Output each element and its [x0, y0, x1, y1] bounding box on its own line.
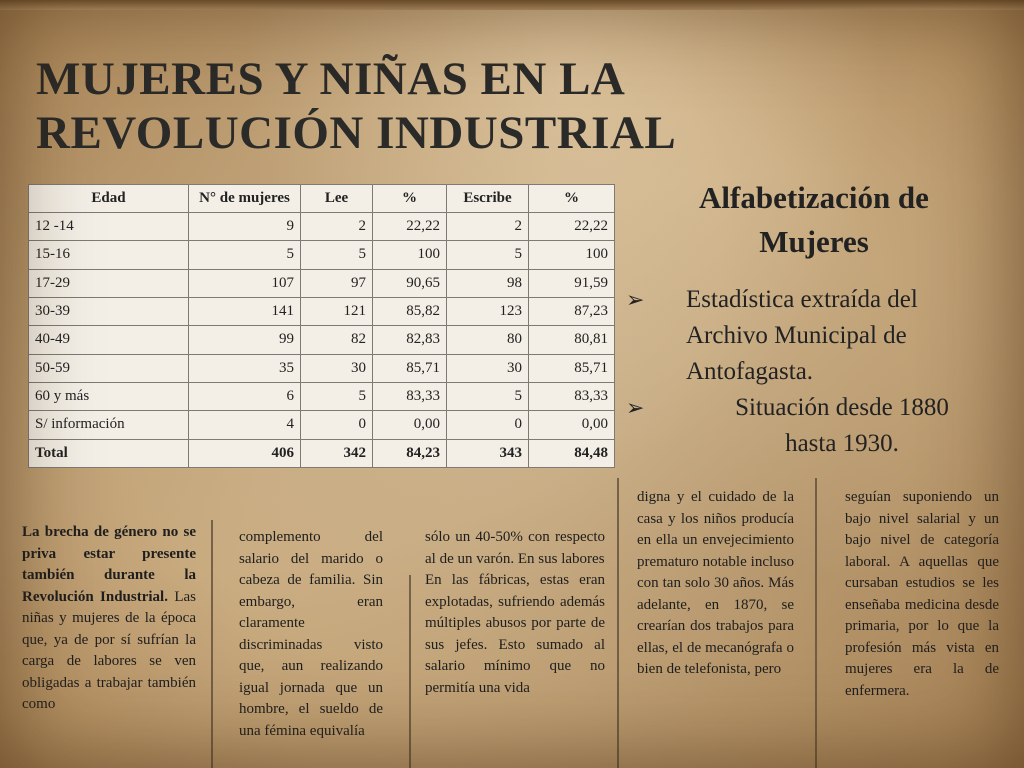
subtitle-line-1: Alfabetización de [699, 180, 929, 215]
arrow-bullet-icon: ➢ [626, 395, 645, 420]
age-cell: 15-16 [29, 241, 189, 269]
value-cell: 22,22 [373, 213, 447, 241]
value-cell: 87,23 [529, 297, 615, 325]
age-cell: Total [29, 439, 189, 467]
value-cell: 123 [447, 297, 529, 325]
value-cell: 83,33 [373, 382, 447, 410]
header-cell: % [529, 185, 615, 213]
value-cell: 406 [189, 439, 301, 467]
age-cell: 40-49 [29, 326, 189, 354]
table-row [29, 382, 615, 410]
value-cell: 85,71 [373, 354, 447, 382]
column-4-text: digna y el cuidado de la casa y los niños producía en ella un envejecimiento prematuro notable incluso con tan solo 30 años. Más adelante, en 1870, se crearían dos trabajos para ellas, el de mecanógrafa o bien de telefonista, pero [637, 489, 794, 677]
table-total-row [29, 439, 615, 467]
table-row [29, 297, 615, 325]
value-cell: 90,65 [373, 269, 447, 297]
value-cell: 5 [301, 241, 373, 269]
value-cell: 97 [301, 269, 373, 297]
value-cell: 30 [301, 354, 373, 382]
text-column-5 [845, 487, 999, 702]
value-cell: 0,00 [529, 411, 615, 439]
bullet-text-line-2: hasta 1930. [785, 430, 899, 457]
value-cell: 107 [189, 269, 301, 297]
age-cell: 30-39 [29, 297, 189, 325]
table-row [29, 269, 615, 297]
value-cell: 91,59 [529, 269, 615, 297]
value-cell: 82,83 [373, 326, 447, 354]
column-3-text-2: En las fábricas, estas eran explotadas, sufriendo además múltiples abusos por parte de sus jefes. Esto sumado al salario mínimo que no permitía una vida [425, 572, 605, 696]
value-cell: 0,00 [373, 411, 447, 439]
value-cell: 85,82 [373, 297, 447, 325]
value-cell: 99 [189, 326, 301, 354]
section-subtitle [630, 176, 998, 264]
text-column-2 [239, 527, 383, 742]
bullet-item [626, 390, 998, 462]
table-row [29, 241, 615, 269]
column-divider [617, 478, 619, 768]
paper-top-edge [0, 0, 1024, 10]
age-cell: 50-59 [29, 354, 189, 382]
value-cell: 4 [189, 411, 301, 439]
column-2-text: complemento del salario del marido o cabeza de familia. Sin embargo, eran claramente discriminadas visto que, aun realizando igual jornada que un hombre, el sueldo de una fémina equivalía [239, 529, 383, 739]
title-line-1: MUJERES Y NIÑAS EN LA [36, 53, 626, 105]
value-cell: 0 [301, 411, 373, 439]
value-cell: 80 [447, 326, 529, 354]
title-line-2: REVOLUCIÓN INDUSTRIAL [36, 107, 677, 159]
text-column-3 [425, 527, 605, 699]
value-cell: 2 [447, 213, 529, 241]
value-cell: 342 [301, 439, 373, 467]
text-column-1 [22, 522, 196, 716]
value-cell: 22,22 [529, 213, 615, 241]
value-cell: 84,23 [373, 439, 447, 467]
age-cell: S/ información [29, 411, 189, 439]
column-divider [815, 478, 817, 768]
value-cell: 85,71 [529, 354, 615, 382]
age-cell: 60 y más [29, 382, 189, 410]
bullet-item [626, 282, 998, 390]
value-cell: 141 [189, 297, 301, 325]
age-cell: 17-29 [29, 269, 189, 297]
value-cell: 0 [447, 411, 529, 439]
value-cell: 2 [301, 213, 373, 241]
table-row [29, 354, 615, 382]
column-1-text: Las niñas y mujeres de la época que, ya de por sí sufrían la carga de labores se ven obligadas a trabajar también como [22, 588, 196, 712]
header-cell: Escribe [447, 185, 529, 213]
value-cell: 98 [447, 269, 529, 297]
bullet-text: Estadística extraída del Archivo Municipal de Antofagasta. [686, 286, 918, 385]
value-cell: 100 [529, 241, 615, 269]
value-cell: 5 [447, 241, 529, 269]
age-cell: 12 -14 [29, 213, 189, 241]
column-1-lead: La brecha de género no se priva estar presente también durante la Revolución Industrial. [22, 524, 196, 605]
value-cell: 84,48 [529, 439, 615, 467]
header-cell: % [373, 185, 447, 213]
table-row [29, 326, 615, 354]
header-cell: Edad [29, 185, 189, 213]
value-cell: 121 [301, 297, 373, 325]
subtitle-line-2: Mujeres [759, 224, 869, 259]
bullet-list [626, 282, 998, 462]
page-title [36, 52, 796, 160]
value-cell: 9 [189, 213, 301, 241]
value-cell: 35 [189, 354, 301, 382]
column-divider [409, 575, 411, 768]
value-cell: 100 [373, 241, 447, 269]
table-row [29, 411, 615, 439]
header-cell: N° de mujeres [189, 185, 301, 213]
value-cell: 5 [301, 382, 373, 410]
value-cell: 83,33 [529, 382, 615, 410]
header-cell: Lee [301, 185, 373, 213]
value-cell: 343 [447, 439, 529, 467]
value-cell: 82 [301, 326, 373, 354]
column-3-text-1: sólo un 40-50% con respecto al de un varón. En sus labores [425, 529, 605, 567]
value-cell: 5 [447, 382, 529, 410]
literacy-table [28, 184, 615, 468]
table-header-row [29, 185, 615, 213]
bullet-text-line-1: Situación desde 1880 [735, 394, 949, 421]
column-divider [211, 520, 213, 768]
value-cell: 5 [189, 241, 301, 269]
value-cell: 80,81 [529, 326, 615, 354]
value-cell: 30 [447, 354, 529, 382]
column-5-text: seguían suponiendo un bajo nivel salarial y un bajo nivel de categoría laboral. A aquellas que cursaban estudios se les enseñaba medicina desde primaria, por lo que la profesión más vista en mujeres era la de enfermera. [845, 489, 999, 699]
value-cell: 6 [189, 382, 301, 410]
arrow-bullet-icon: ➢ [626, 287, 645, 312]
text-column-4 [637, 487, 794, 681]
table-row [29, 213, 615, 241]
